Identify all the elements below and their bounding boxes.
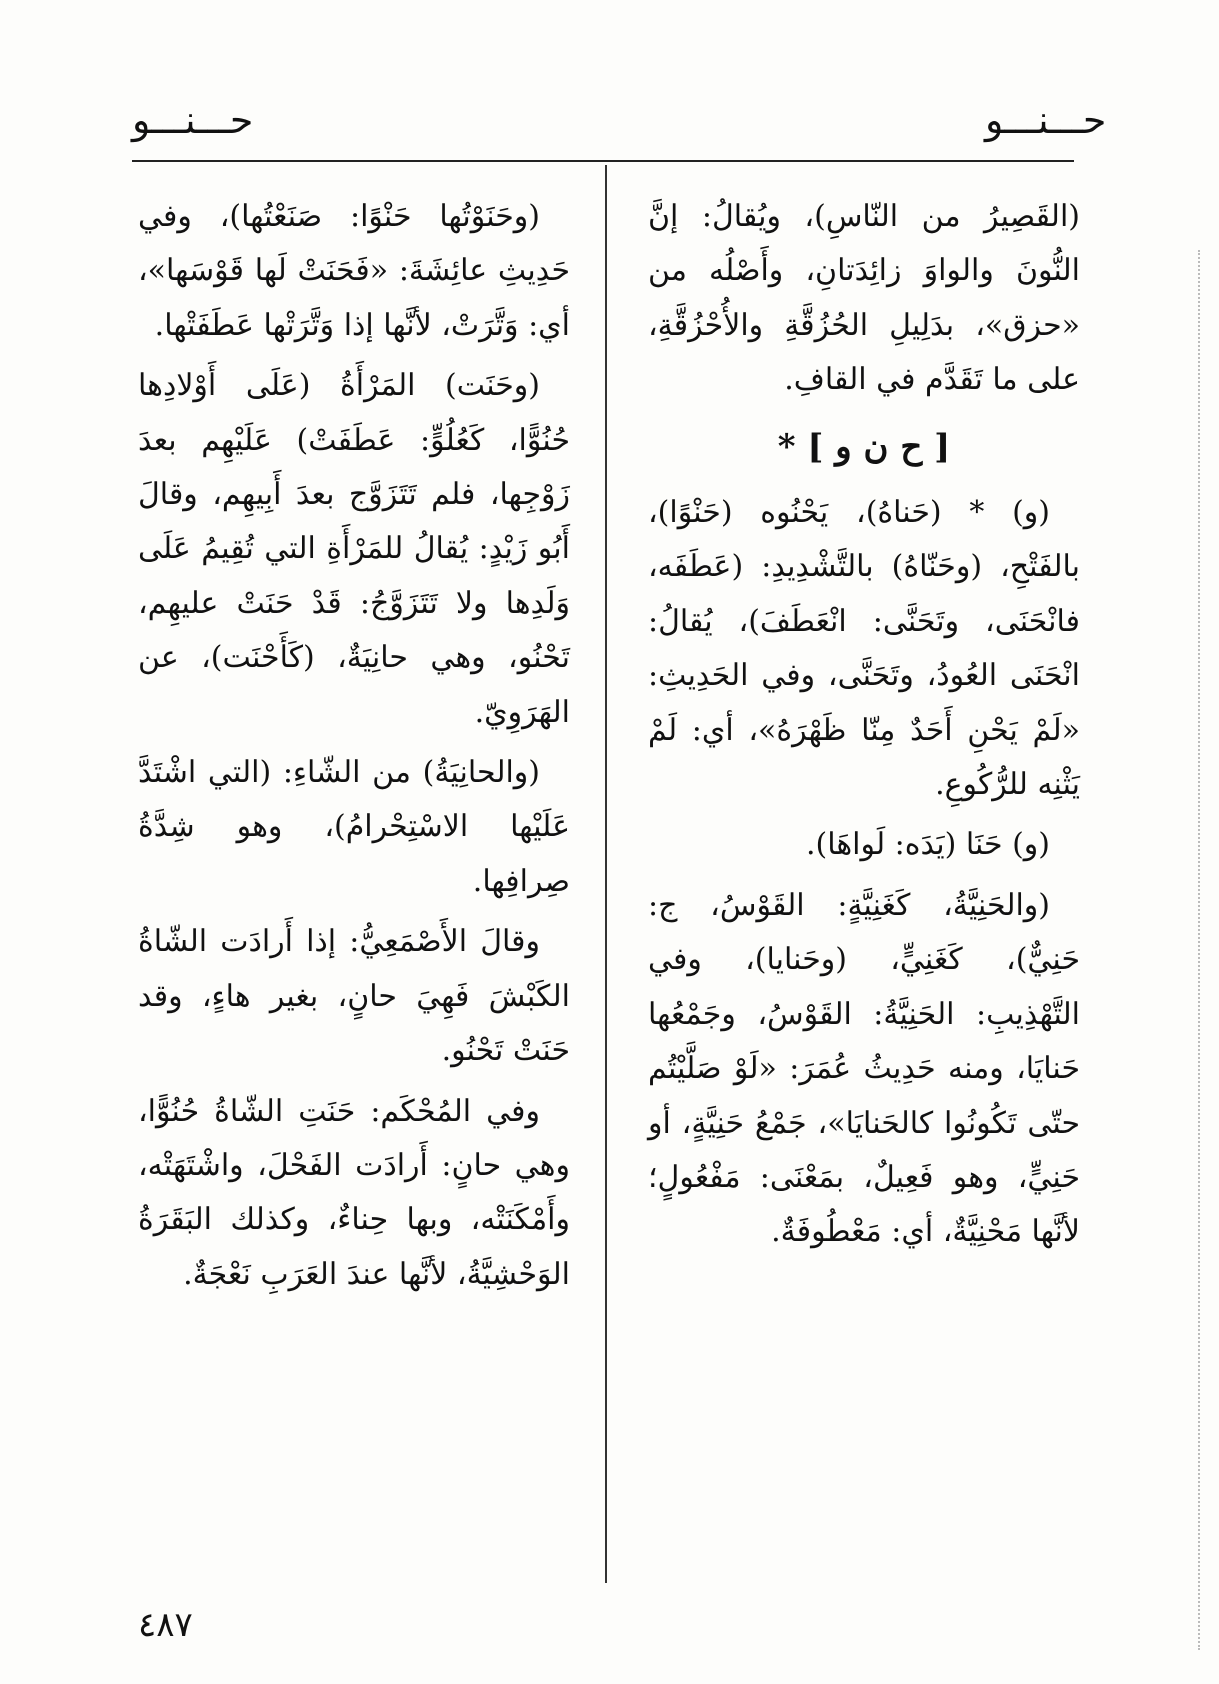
entry-heading: [ ح ن و ] *: [777, 426, 951, 467]
running-head-right: حـــنـــو: [985, 98, 1107, 142]
edge-dots: [1198, 250, 1200, 1650]
paragraph: وقالَ الأَصْمَعِيُّ: إذا أَرادَت الشّاةُ الكَبْشَ فَهِيَ حانٍ، بغير هاءٍ، وقد حَنَتْ تَحْنُو.: [138, 924, 570, 1069]
header-rule: [132, 160, 1074, 162]
column-divider: [605, 165, 607, 1583]
running-head-left: حـــنـــو: [132, 98, 254, 142]
paragraph: وفي المُحْكَم: حَنَتِ الشّاةُ حُنُوًّا، وهي حانٍ: أَرادَت الفَحْلَ، واشْتَهَتْه، وأَمْكَنَتْه، وبها حِناءٌ، وكذلك البَقَرَةُ الوَحْشِيَّةُ، لأنَّها عندَ العَرَبِ نَعْجَةٌ.: [138, 1093, 570, 1292]
paragraph: (القَصِيرُ من النّاسِ)، ويُقالُ: إنَّ النُّونَ والواوَ زائِدَتانِ، وأَصْلُه من «حزق»، بدَلِيلِ الحُزُقَّةِ والأُحْزُقَّةِ، على ما تَقَدَّم في القافِ.: [648, 199, 1080, 398]
paragraph: (و) * (حَناهُ)، يَحْنُوه (حَنْوًا)، بالفَتْحِ، (وحَنّاهُ) بالتَّشْدِيدِ: (عَطَفَه، فانْحَنَى، وتَحَنَّى: انْعَطَفَ)، يُقالُ: انْحَنَى العُودُ، وتَحَنَّى، وفي الحَدِيثِ: «لَمْ يَحْنِ أَحَدٌ مِنّا ظَهْرَهُ»، أي: لَمْ يَثْنِه للرُّكُوعِ.: [648, 495, 1080, 803]
paragraph: (وحَنَت) المَرْأَةُ (عَلَى أَوْلادِها حُنُوًّا، كَعُلُوٍّ: عَطَفَتْ) عَلَيْهِم بعدَ زَوْجِها، فلم تَتَزَوَّج بعدَ أَبِيهِم، وقالَ أَبُو زَيْدٍ: يُقالُ للمَرْأَةِ التي تُقِيمُ عَلَى وَلَدِها ولا تَتَزَوَّجُ: قَدْ حَنَتْ عليهِم، تَحْنُو، وهي حانِيَةٌ، (كَأَحْنَت)، عن الهَرَوِيّ.: [138, 368, 570, 730]
left-column: [138, 190, 570, 1308]
paragraph: (وحَنَوْتُها حَنْوًا: صَنَعْتُها)، وفي حَدِيثِ عائِشَةَ: «فَحَنَتْ لَها قَوْسَها»، أي: وَتَّرَتْ، لأنَّها إذا وَتَّرَتْها عَطَفَتْها.: [138, 199, 570, 343]
page-number: ٤٨٧: [138, 1605, 193, 1645]
paragraph: (والحانِيَةُ) من الشّاءِ: (التي اشْتَدَّ عَلَيْها الاسْتِحْرامُ)، وهو شِدَّةُ صِرافِها.: [138, 755, 570, 899]
paragraph: (والحَنِيَّةُ، كَغَنِيَّةٍ: القَوْسُ، ج: حَنِيٌّ)، كَغَنِيٍّ، (وحَنايا)، وفي التَّهْذِيبِ: الحَنِيَّةُ: القَوْسُ، وجَمْعُها حَنايَا، ومنه حَدِيثُ عُمَرَ: «لَوْ صَلَّيْتُم حتّى تَكُونُوا كالحَنايَا»، جَمْعُ حَنِيَّةٍ، أو حَنِيٍّ، وهو فَعِيلٌ، بمَعْنَى: مَفْعُولٍ؛ لأنَّها مَحْنِيَّةٌ، أي: مَعْطُوفَةٌ.: [648, 887, 1080, 1250]
right-column: [648, 190, 1080, 1266]
paragraph: (و) حَنَا (يَدَه: لَواهَا).: [805, 827, 1050, 863]
